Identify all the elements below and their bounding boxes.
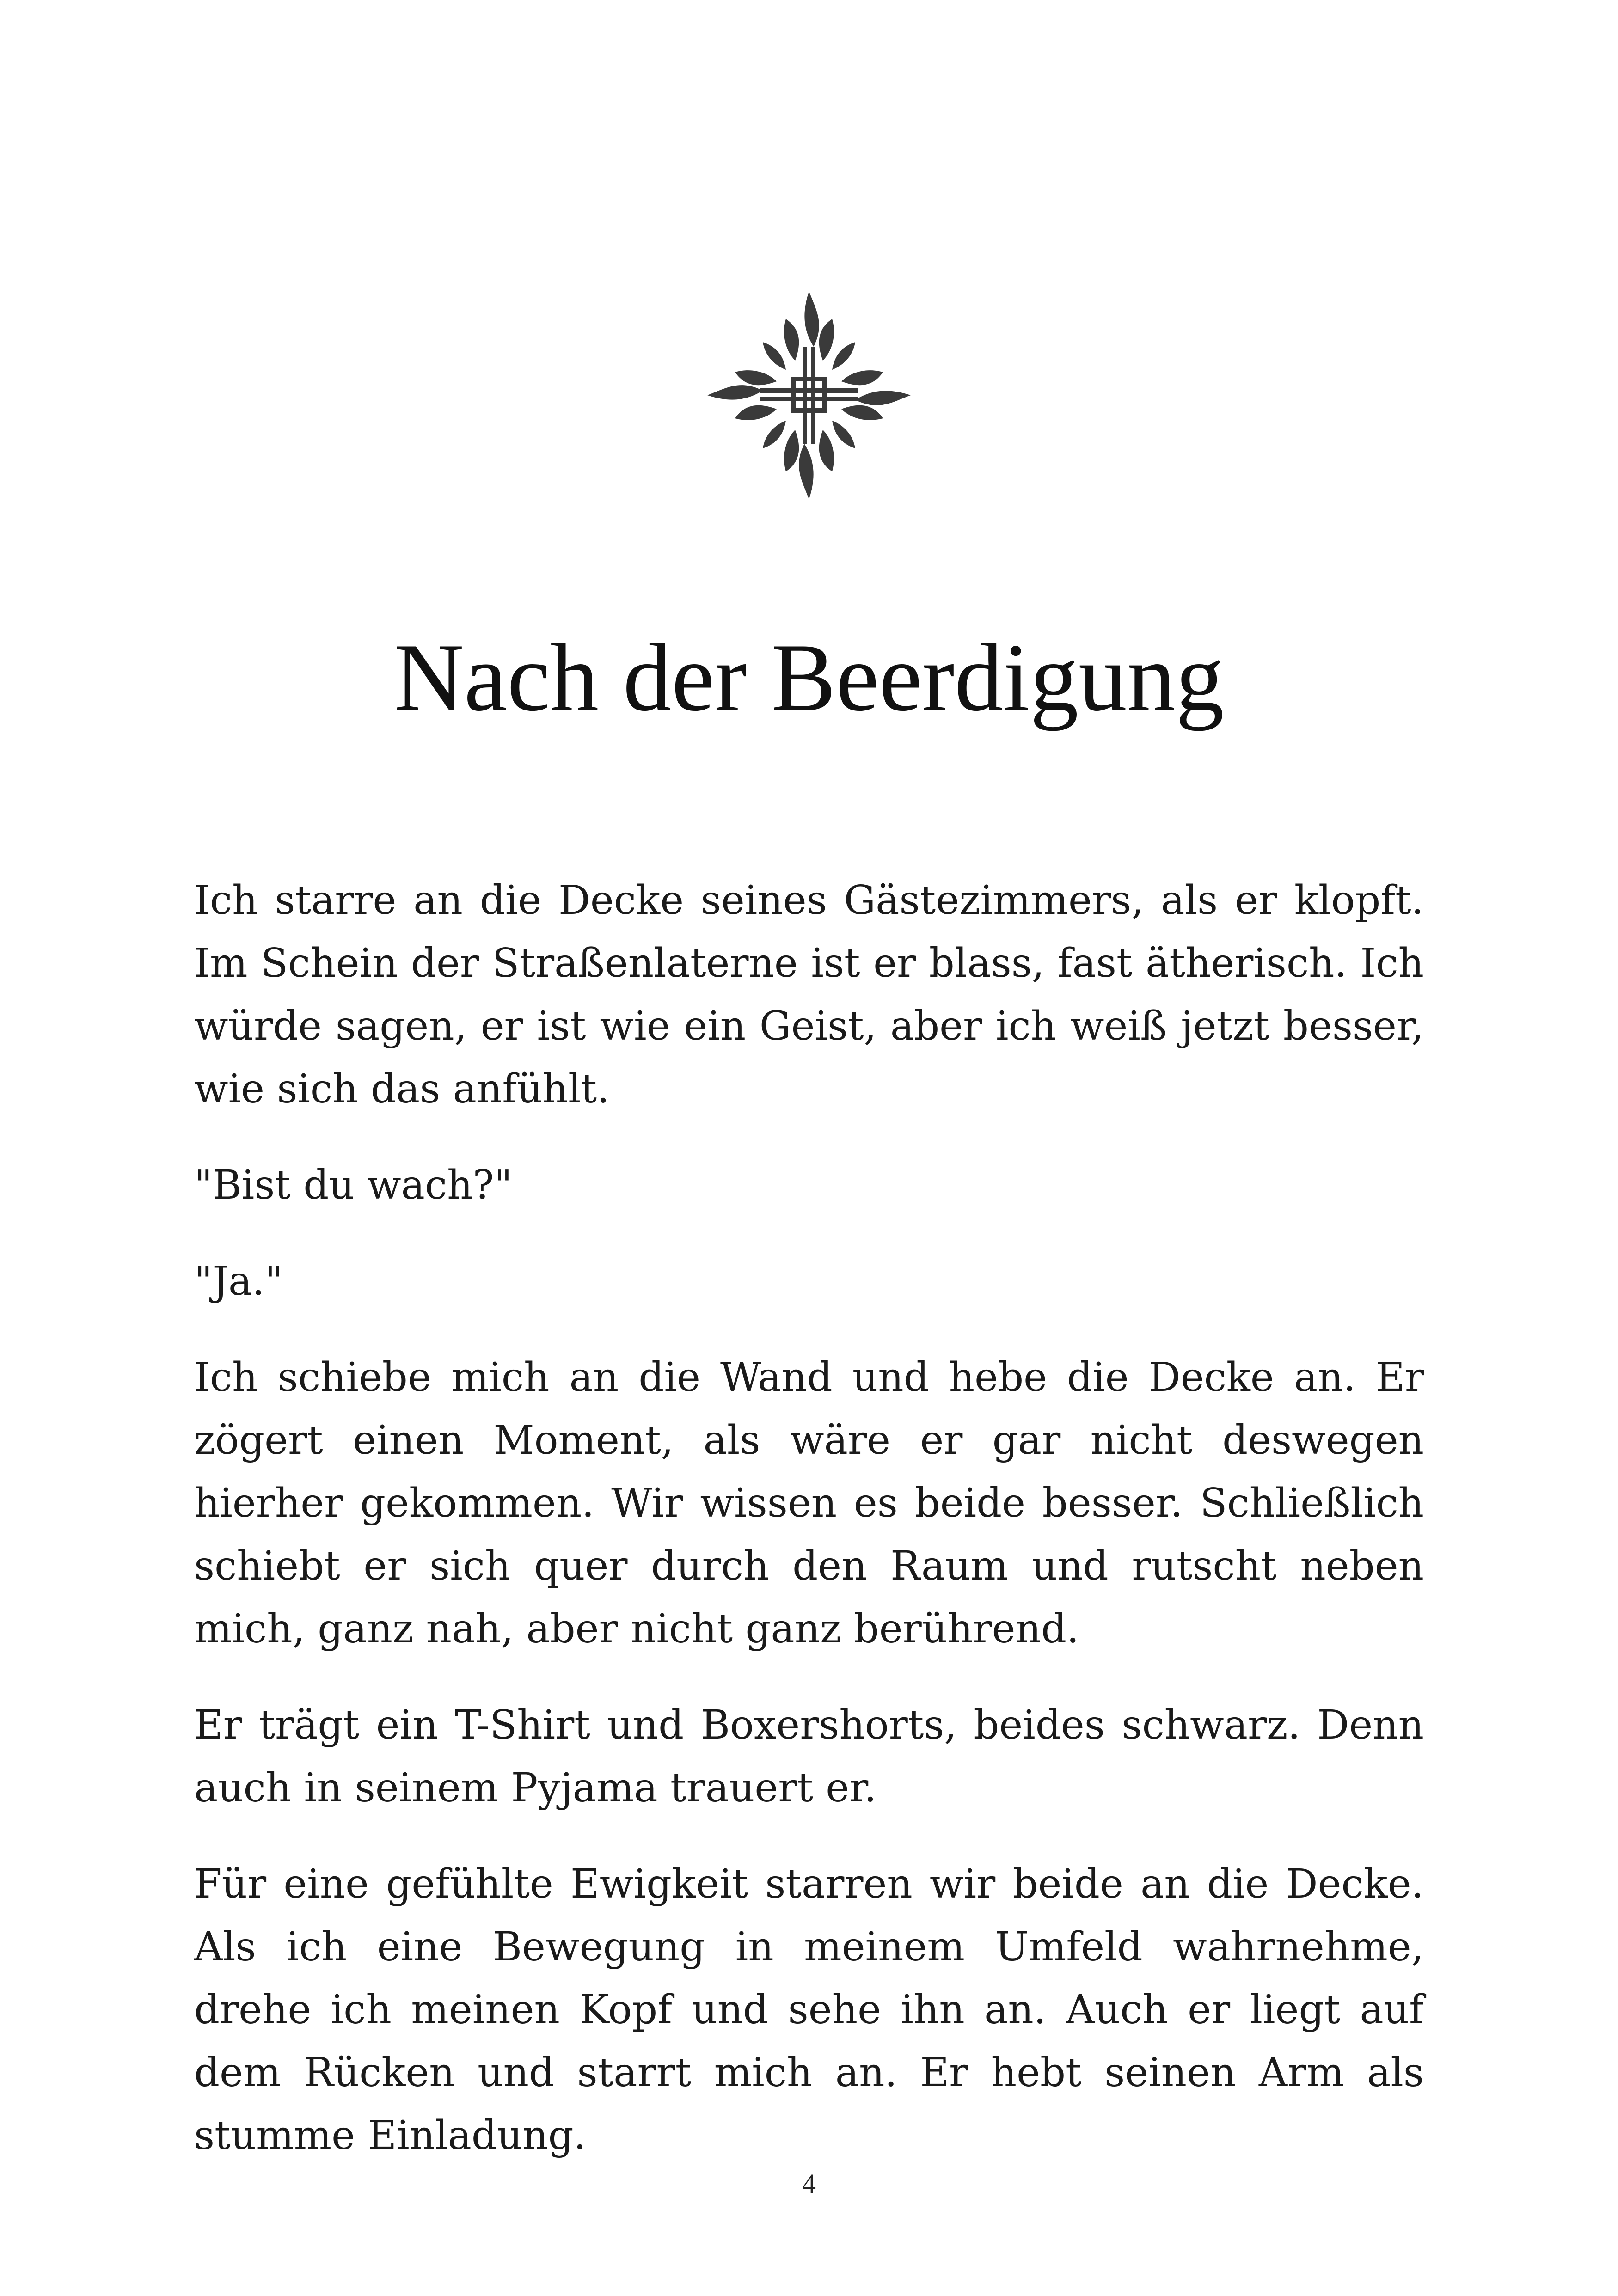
celtic-cross-ornament-icon <box>707 291 911 499</box>
paragraph-6: Für eine gefühlte Ewigkeit starren wir beide an die Decke. Als ich eine Bewegung in meinem Umfeld wahrnehme, drehe ich meinen Kopf und sehe ihn an. Auch er liegt auf dem Rücken und starrt mich an. Er hebt seinen Arm als stumme Einladung. <box>194 1861 1424 2159</box>
chapter-title: Nach der Beerdigung <box>394 624 1224 731</box>
page-number: 4 <box>802 2168 816 2199</box>
paragraph-4: Ich schiebe mich an die Wand und hebe die Decke an. Er zögert einen Moment, als wäre er gar nicht deswegen hierher gekommen. Wir wissen es beide besser. Schließlich schiebt er sich quer durch den Raum und rutscht neben mich, ganz nah, aber nicht ganz berührend. <box>194 1354 1424 1652</box>
paragraph-1: Ich starre an die Decke seines Gästezimmers, als er klopft. Im Schein der Straßenlaterne ist er blass, fast ätherisch. Ich würde sagen, er ist wie ein Geist, aber ich weiß jetzt besser, wie sich das anfühlt. <box>194 877 1424 1112</box>
paragraph-3: "Ja." <box>194 1258 283 1304</box>
chapter-body <box>194 869 1424 2200</box>
paragraph-5: Er trägt ein T-Shirt und Boxershorts, beides schwarz. Denn auch in seinem Pyjama trauert er. <box>194 1702 1424 1811</box>
paragraph-2: "Bist du wach?" <box>194 1162 513 1208</box>
